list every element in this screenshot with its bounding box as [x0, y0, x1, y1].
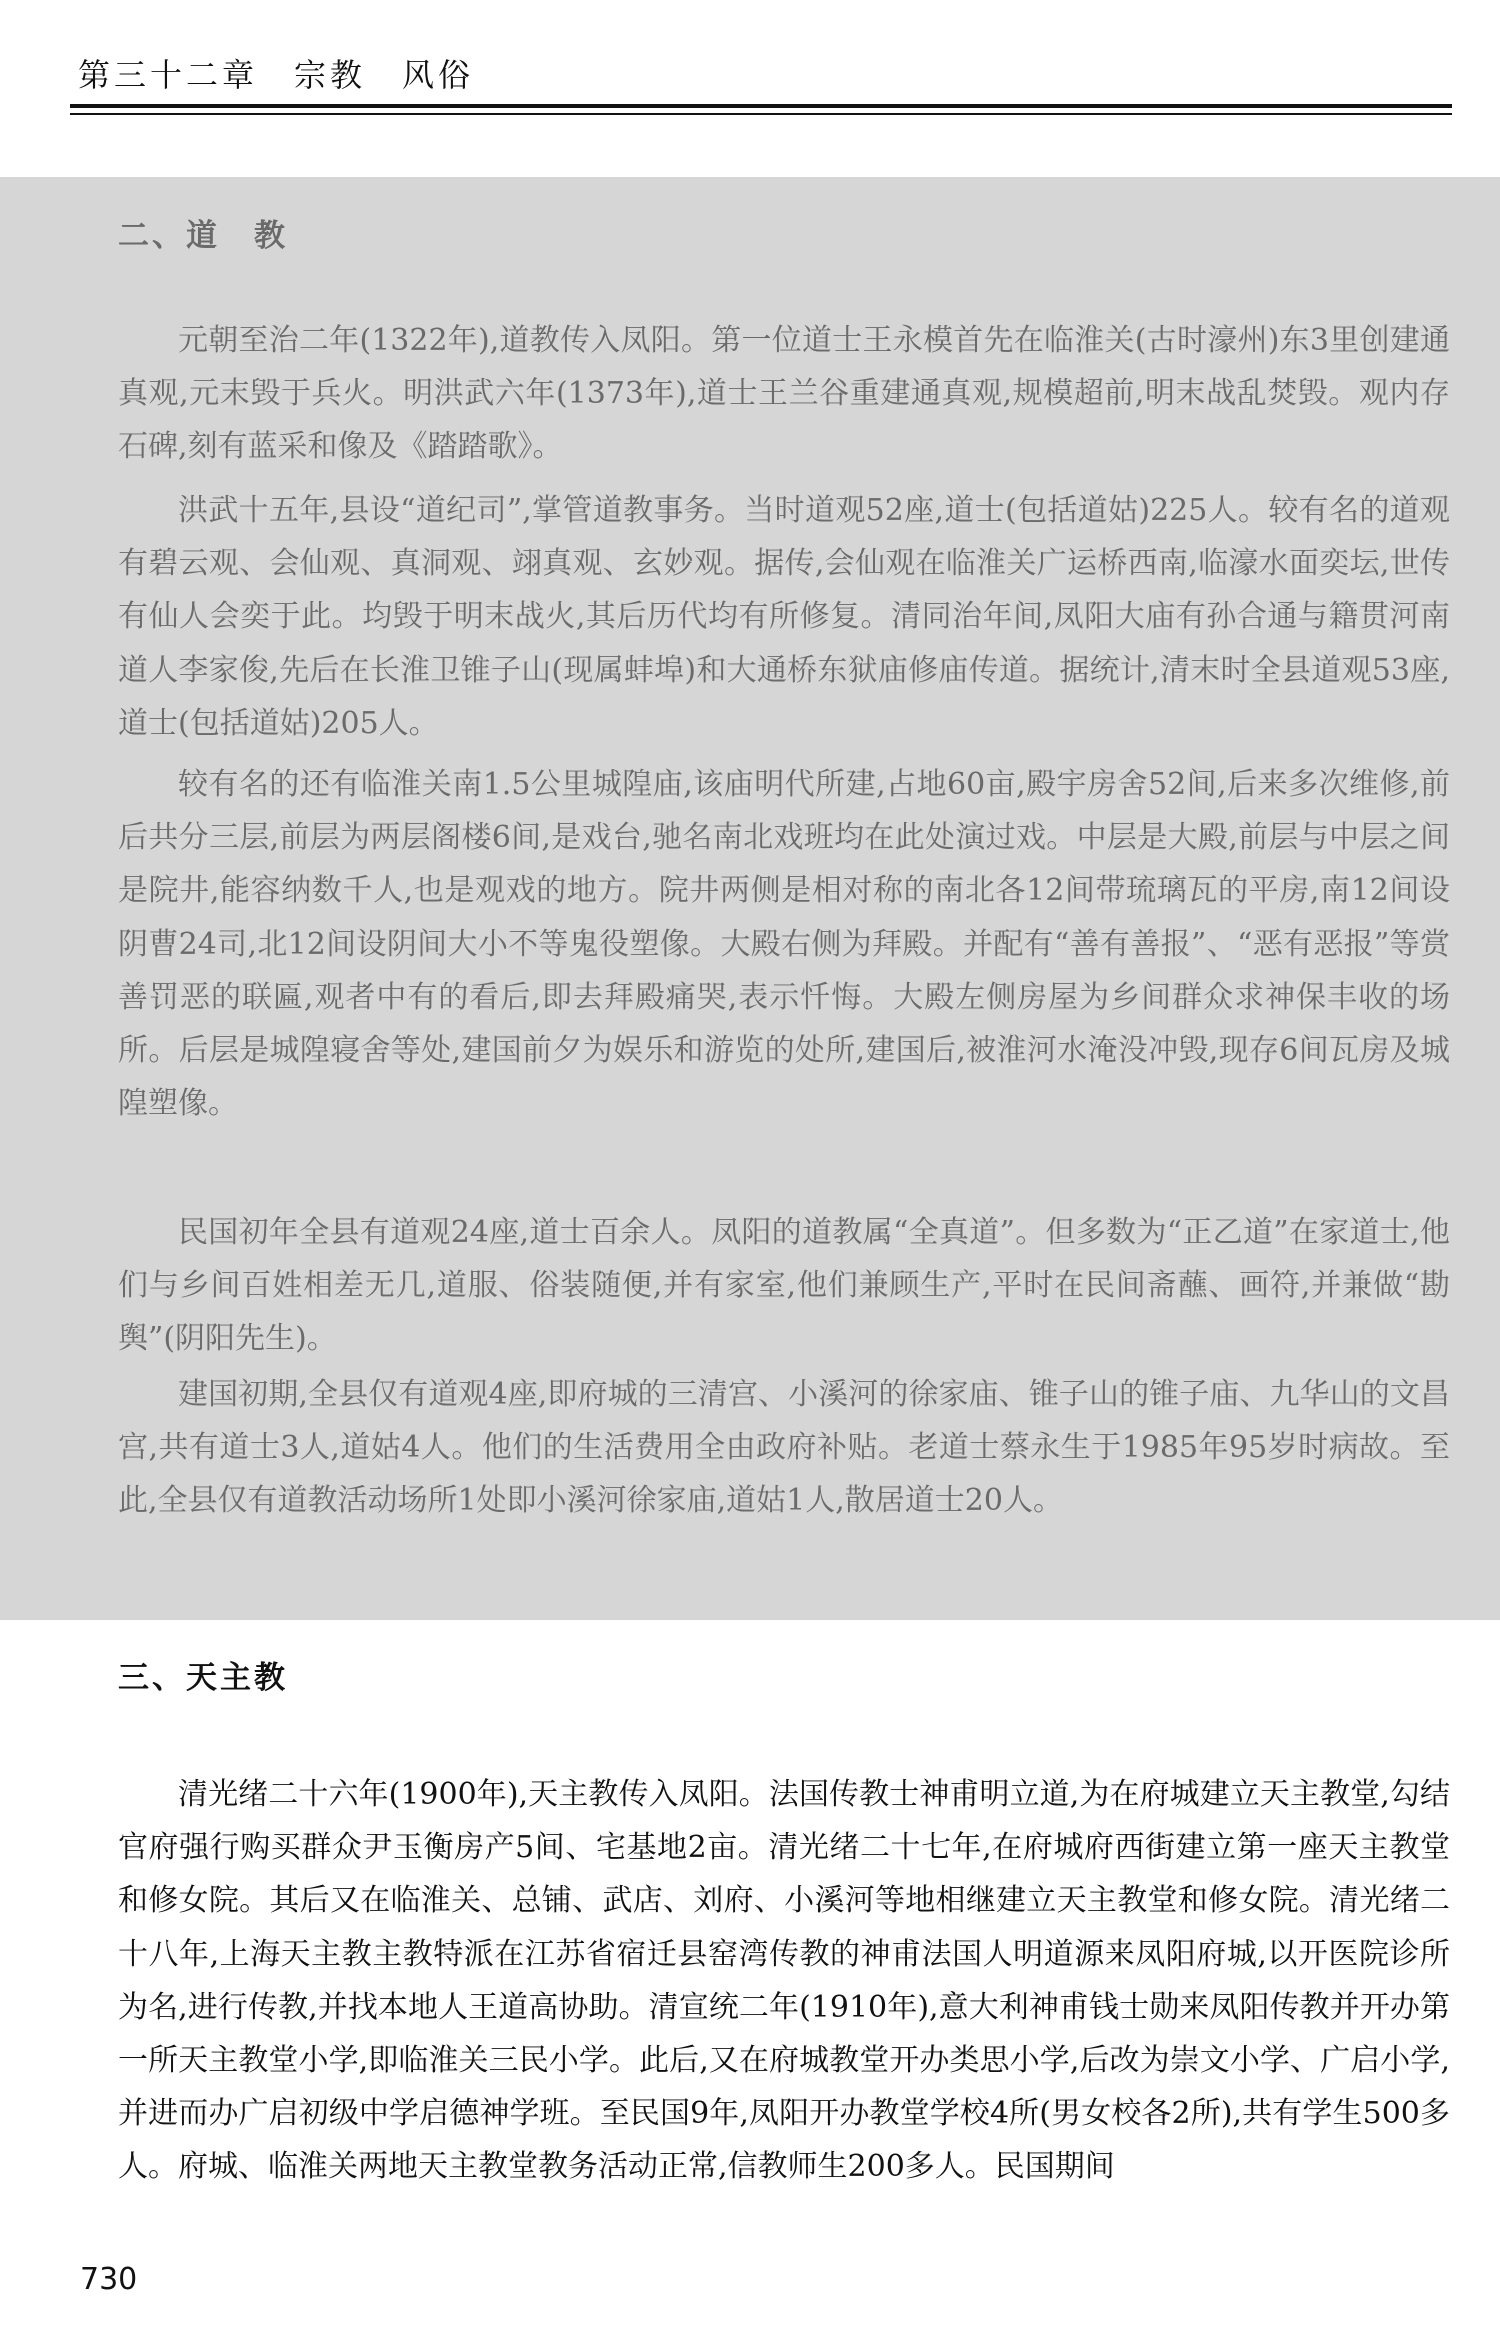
- header-rule-thick: [70, 104, 1452, 108]
- paragraph: 洪武十五年,县设“道纪司”,掌管道教事务。当时道观52座,道士(包括道姑)225人。较有名的道观有碧云观、会仙观、真洞观、翊真观、玄妙观。据传,会仙观在临淮关广运桥西南,临濠水面奕坛,世传有仙人会奕于此。均毁于明末战火,其后历代均有所修复。清同治年间,凤阳大庙有孙合通与籍贯河南道人李家俊,先后在长淮卫锥子山(现属蚌埠)和大通桥东狱庙修庙传道。据统计,清末时全县道观53座,道士(包括道姑)205人。: [118, 493, 1450, 741]
- section-heading-catholicism: 三、天主教: [118, 1660, 288, 1696]
- header-rule-thin: [70, 113, 1452, 115]
- section-heading-taoism: 二、道 教: [118, 218, 288, 254]
- paragraph: 民国初年全县有道观24座,道士百余人。凤阳的道教属“全真道”。但多数为“正乙道”在家道士,他们与乡间百姓相差无几,道服、俗装随便,并有家室,他们兼顾生产,平时在民间斋蘸、画符,并兼做“勘舆”(阴阳先生)。: [118, 1215, 1450, 1357]
- paragraph: 清光绪二十六年(1900年),天主教传入凤阳。法国传教士神甫明立道,为在府城建立天主教堂,勾结官府强行购买群众尹玉衡房产5间、宅基地2亩。清光绪二十七年,在府城府西街建立第一座天主教堂和修女院。其后又在临淮关、总铺、武店、刘府、小溪河等地相继建立天主教堂和修女院。清光绪二十八年,上海天主教主教特派在江苏省宿迁县窑湾传教的神甫法国人明道源来凤阳府城,以开医院诊所为名,进行传教,并找本地人王道高协助。清宣统二年(1910年),意大利神甫钱士勋来凤阳传教并开办第一所天主教堂小学,即临淮关三民小学。此后,又在府城教堂开办类思小学,后改为崇文小学、广启小学,并进而办广启初级中学启德神学班。至民国9年,凤阳开办教堂学校4所(男女校各2所),共有学生500多人。府城、临淮关两地天主教堂教务活动正常,信教师生200多人。民国期间: [118, 1777, 1450, 2185]
- running-head: 第三十二章 宗教 风俗: [78, 56, 475, 94]
- paragraph: 元朝至治二年(1322年),道教传入凤阳。第一位道士王永模首先在临淮关(古时濠州)东3里创建通真观,元末毁于兵火。明洪武六年(1373年),道士王兰谷重建通真观,规模超前,明末战乱焚毁。观内存石碑,刻有蓝采和像及《踏踏歌》。: [118, 323, 1450, 465]
- paragraph: 建国初期,全县仅有道观4座,即府城的三清宫、小溪河的徐家庙、锥子山的锥子庙、九华山的文昌宫,共有道士3人,道姑4人。他们的生活费用全由政府补贴。老道士蔡永生于1985年95岁时病故。至此,全县仅有道教活动场所1处即小溪河徐家庙,道姑1人,散居道士20人。: [118, 1377, 1450, 1519]
- paragraph: 较有名的还有临淮关南1.5公里城隍庙,该庙明代所建,占地60亩,殿宇房舍52间,后来多次维修,前后共分三层,前层为两层阁楼6间,是戏台,驰名南北戏班均在此处演过戏。中层是大殿,前层与中层之间是院井,能容纳数千人,也是观戏的地方。院井两侧是相对称的南北各12间带琉璃瓦的平房,南12间设阴曹24司,北12间设阴间大小不等鬼役塑像。大殿右侧为拜殿。并配有“善有善报”、“恶有恶报”等赏善罚恶的联匾,观者中有的看后,即去拜殿痛哭,表示忏悔。大殿左侧房屋为乡间群众求神保丰收的场所。后层是城隍寝舍等处,建国前夕为娱乐和游览的处所,建国后,被淮河水淹没冲毁,现存6间瓦房及城隍塑像。: [118, 767, 1450, 1122]
- page-number: 730: [80, 2262, 138, 2297]
